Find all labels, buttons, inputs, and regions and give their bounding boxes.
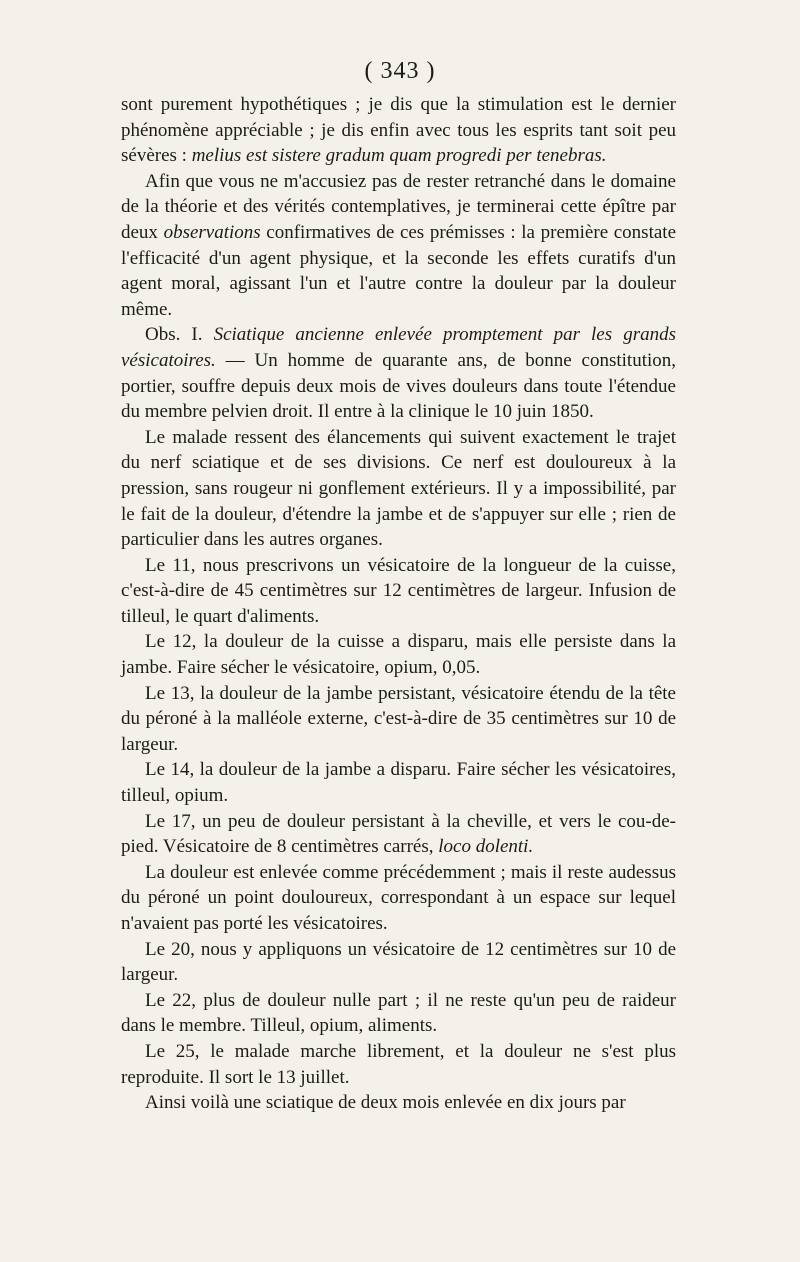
italic-text: Sciatique ancienne enlevée promptement par les grands vésicatoires. xyxy=(121,324,676,371)
page-number: ( 343 ) xyxy=(364,58,436,84)
paragraph xyxy=(121,1039,676,1090)
italic-text: loco dolenti. xyxy=(438,836,534,858)
text-run: La douleur est enlevée comme précédemment ; mais il reste audessus du péroné un point douloureux, correspondant à un espace sur lequel n'avaient pas porté les vésicatoires. xyxy=(121,861,676,934)
text-run: Le 22, plus de douleur nulle part ; il ne reste qu'un peu de raideur dans le membre. Tilleul, opium, aliments. xyxy=(121,989,676,1037)
text-run: Le malade ressent des élancements qui suivent exactement le trajet du nerf sciatique et de ses divisions. Ce nerf est douloureux à la pression, sans rougeur ni gonflement extérieurs. Il y a impossibilité, par le fait de la douleur, d'étendre la jambe et de s'appuyer sur elle ; rien de particulier dans les autres organes. xyxy=(121,426,676,551)
body-text xyxy=(121,92,676,1116)
text-run: Le 11, nous prescrivons un vésicatoire de la longueur de la cuisse, c'est-à-dire de 45 centimètres sur 12 centimètres de largeur. Infusion de tilleul, le quart d'aliments. xyxy=(121,554,676,627)
paragraph xyxy=(121,1090,676,1116)
paragraph xyxy=(121,988,676,1039)
italic-text: observations xyxy=(163,221,261,243)
paragraph xyxy=(121,322,676,424)
text-run: Le 20, nous y appliquons un vésicatoire de 12 centimètres sur 10 de largeur. xyxy=(121,938,676,986)
text-run: Ainsi voilà une sciatique de deux mois enlevée en dix jours par xyxy=(145,1092,626,1114)
paragraph xyxy=(121,553,676,630)
paragraph xyxy=(121,169,676,323)
text-run: Le 12, la douleur de la cuisse a disparu, mais elle persiste dans la jambe. Faire sécher le vésicatoire, opium, 0,05. xyxy=(121,631,676,679)
paragraph xyxy=(121,425,676,553)
text-run: Le 14, la douleur de la jambe a disparu. Faire sécher les vésicatoires, tilleul, opium. xyxy=(121,759,676,807)
paragraph xyxy=(121,809,676,860)
text-run: Afin que vous ne m'accusiez pas de rester retranché dans le domaine de la théorie et des vérités contemplatives, je terminerai cette épître par deux xyxy=(121,170,676,243)
paragraph xyxy=(121,937,676,988)
italic-text: melius est sistere gradum quam progredi per tenebras. xyxy=(191,145,607,167)
text-run: Obs. I. xyxy=(145,324,214,346)
text-run: — Un homme de quarante ans, de bonne constitution, portier, souffre depuis deux mois de vives douleurs dans toute l'étendue du membre pelvien droit. Il entre à la clinique le 10 juin 1850. xyxy=(121,349,676,423)
paragraph xyxy=(121,92,676,169)
paragraph xyxy=(121,757,676,808)
paragraph xyxy=(121,860,676,937)
text-run: sont purement hypothétiques ; je dis que la stimulation est le dernier phénomène appréciable ; je dis enfin avec tous les esprits tant soit peu sévères : xyxy=(121,94,676,167)
paragraph xyxy=(121,681,676,758)
paragraph xyxy=(121,629,676,680)
text-run: Le 17, un peu de douleur persistant à la cheville, et vers le cou-de-pied. Vésicatoire de 8 centimètres carrés, xyxy=(121,810,676,858)
text-run: Le 13, la douleur de la jambe persistant, vésicatoire étendu de la tête du péroné à la malléole externe, c'est-à-dire de 35 centimètres sur 10 de largeur. xyxy=(121,682,676,755)
text-run: Le 25, le malade marche librement, et la douleur ne s'est plus reproduite. Il sort le 13 juillet. xyxy=(121,1040,676,1088)
text-run: confirmatives de ces prémisses : la première constate l'efficacité d'un agent physique, et la seconde les effets curatifs d'un agent moral, agissant l'un et l'autre contre la douleur par la douleur même. xyxy=(121,221,677,320)
